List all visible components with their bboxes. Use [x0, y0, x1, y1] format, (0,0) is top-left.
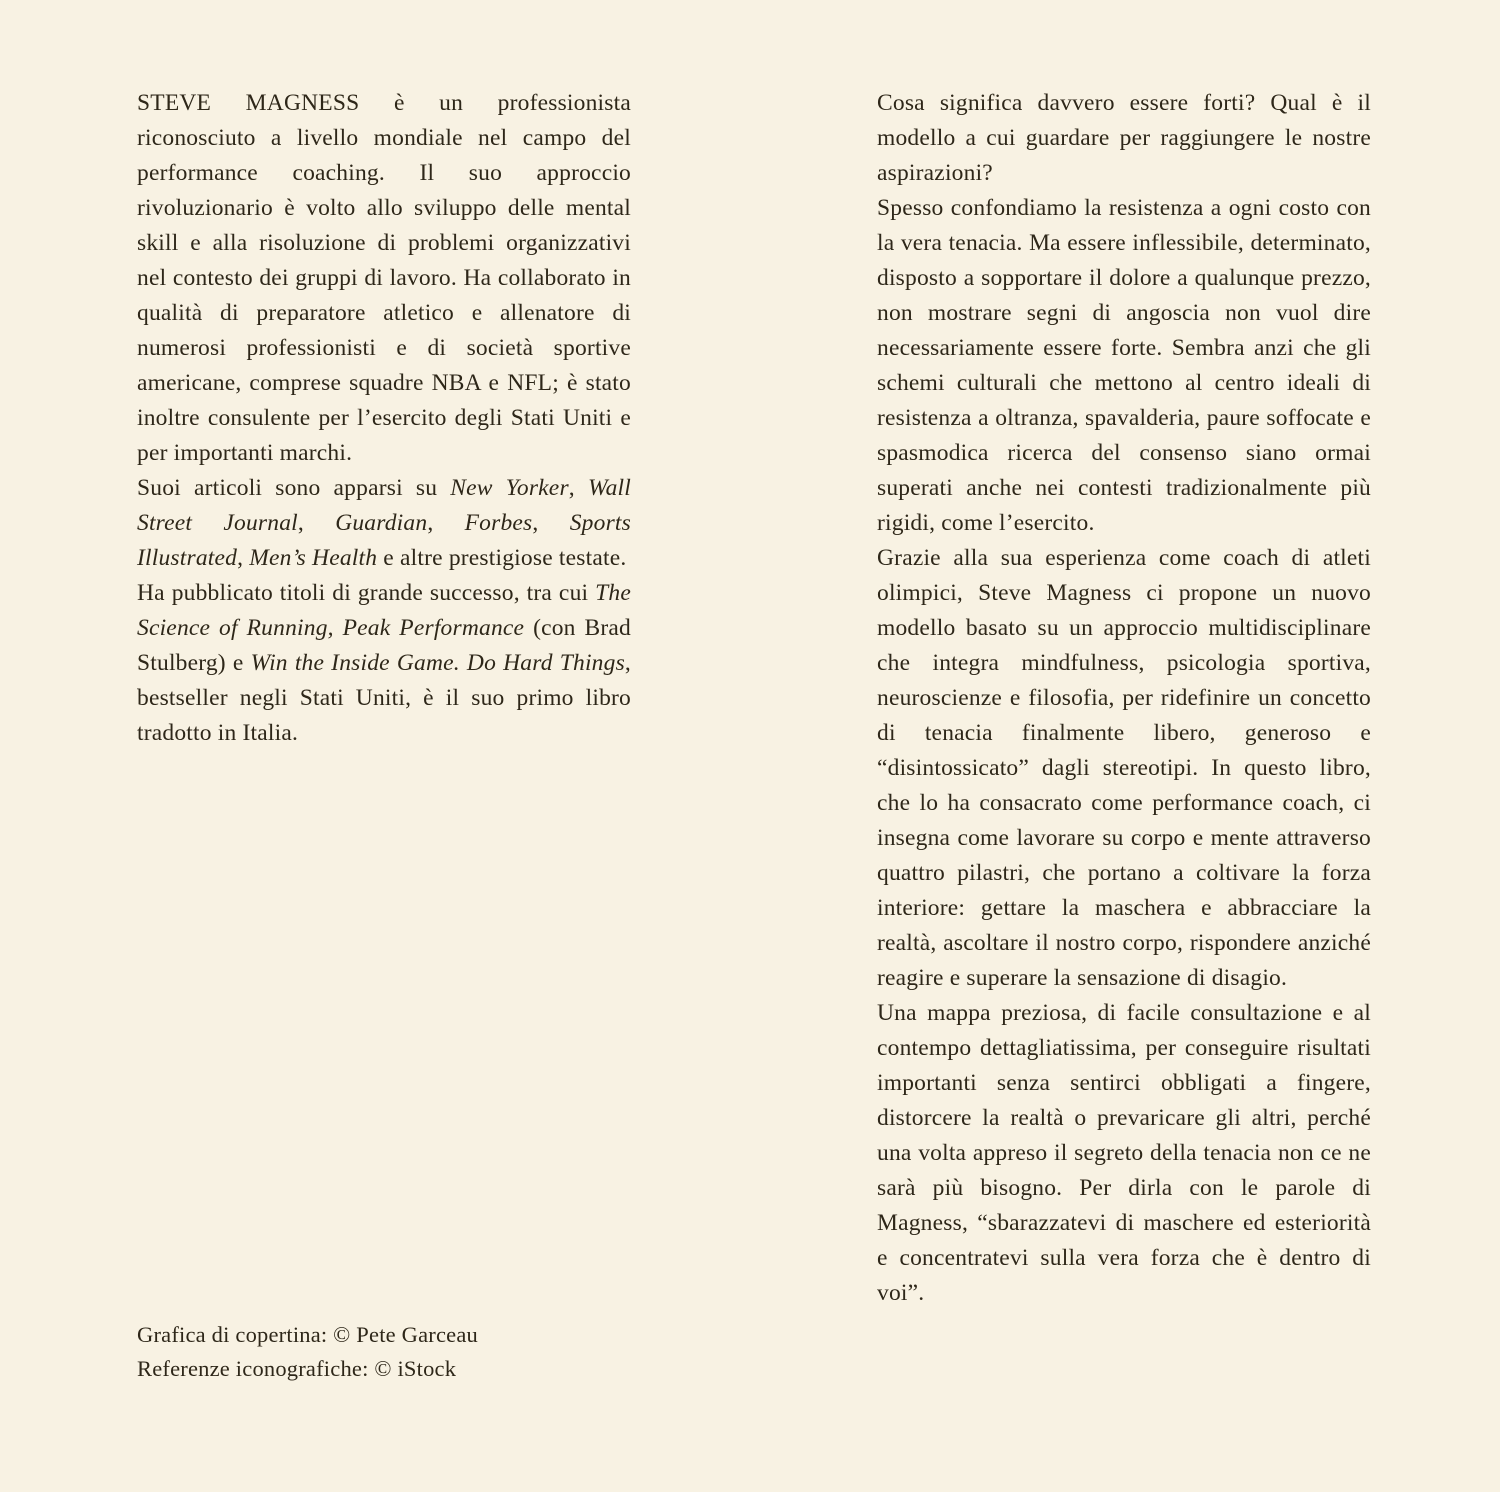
credit-line-cover: Grafica di copertina: © Pete Garceau — [137, 1322, 478, 1347]
credits-block — [137, 1318, 478, 1386]
credit-line-images: Referenze iconografiche: © iStock — [137, 1356, 457, 1381]
description-paragraph-2: Spesso confondiamo la resistenza a ogni costo con la vera tenacia. Ma essere inflessibile, determinato, disposto a sopportare il dolore a qualunque prezzo, non mostrare segni di angoscia non vuol dire necessariamente essere forte. Sembra anzi che gli schemi culturali che mettono al centro ideali di resistenza a oltranza, spavalderia, paure soffocate e spasmodica ricerca del consenso siano ormai superati anche nei contesti tradizionalmente più rigidi, come l’esercito. — [877, 195, 1371, 536]
description-paragraph-3: Grazie alla sua esperienza come coach di atleti olimpici, Steve Magness ci propone un nuovo modello basato su un approccio multidisciplinare che integra mindfulness, psicologia sportiva, neuroscienze e filosofia, per ridefinire un concetto di tenacia finalmente libero, generoso e “disintossicato” dagli stereotipi. In questo libro, che lo ha consacrato come performance coach, ci insegna come lavorare su corpo e mente attraverso quattro pilastri, che portano a coltivare la forza interiore: gettare la maschera e abbracciare la realtà, ascoltare il nostro corpo, rispondere anziché reagire e superare la sensazione di disagio. — [877, 545, 1371, 991]
book-description-column — [877, 86, 1371, 1311]
author-bio-column — [137, 86, 631, 751]
bio-paragraph-2: Suoi articoli sono apparsi su New Yorker, Wall Street Journal, Guardian, Forbes, Sports Illustrated, Men’s Health e altre prestigiose testate. — [137, 475, 632, 571]
description-paragraph-1: Cosa significa davvero essere forti? Qual è il modello a cui guardare per raggiungere le nostre aspirazioni? — [877, 90, 1371, 186]
bio-paragraph-1: STEVE MAGNESS è un professionista riconosciuto a livello mondiale nel campo del performance coaching. Il suo approccio rivoluzionario è volto allo sviluppo delle mental skill e alla risoluzione di problemi organizzativi nel contesto dei gruppi di lavoro. Ha collaborato in qualità di preparatore atletico e allenatore di numerosi professionisti e di società sportive americane, comprese squadre NBA e NFL; è stato inoltre consulente per l’esercito degli Stati Uniti e per importanti marchi. — [137, 90, 631, 466]
bio-paragraph-3: Ha pubblicato titoli di grande successo, tra cui The Science of Running, Peak Performance (con Brad Stulberg) e Win the Inside Game. Do Hard Things, bestseller negli Stati Uniti, è il suo primo libro tradotto in Italia. — [137, 580, 631, 746]
description-paragraph-4: Una mappa preziosa, di facile consultazione e al contempo dettagliatissima, per conseguire risultati importanti senza sentirci obbligati a fingere, distorcere la realtà o prevaricare gli altri, perché una volta appreso il segreto della tenacia non ce ne sarà più bisogno. Per dirla con le parole di Magness, “sbarazzatevi di maschere ed esteriorità e concentratevi sulla vera forza che è dentro di voi”. — [877, 1000, 1371, 1306]
